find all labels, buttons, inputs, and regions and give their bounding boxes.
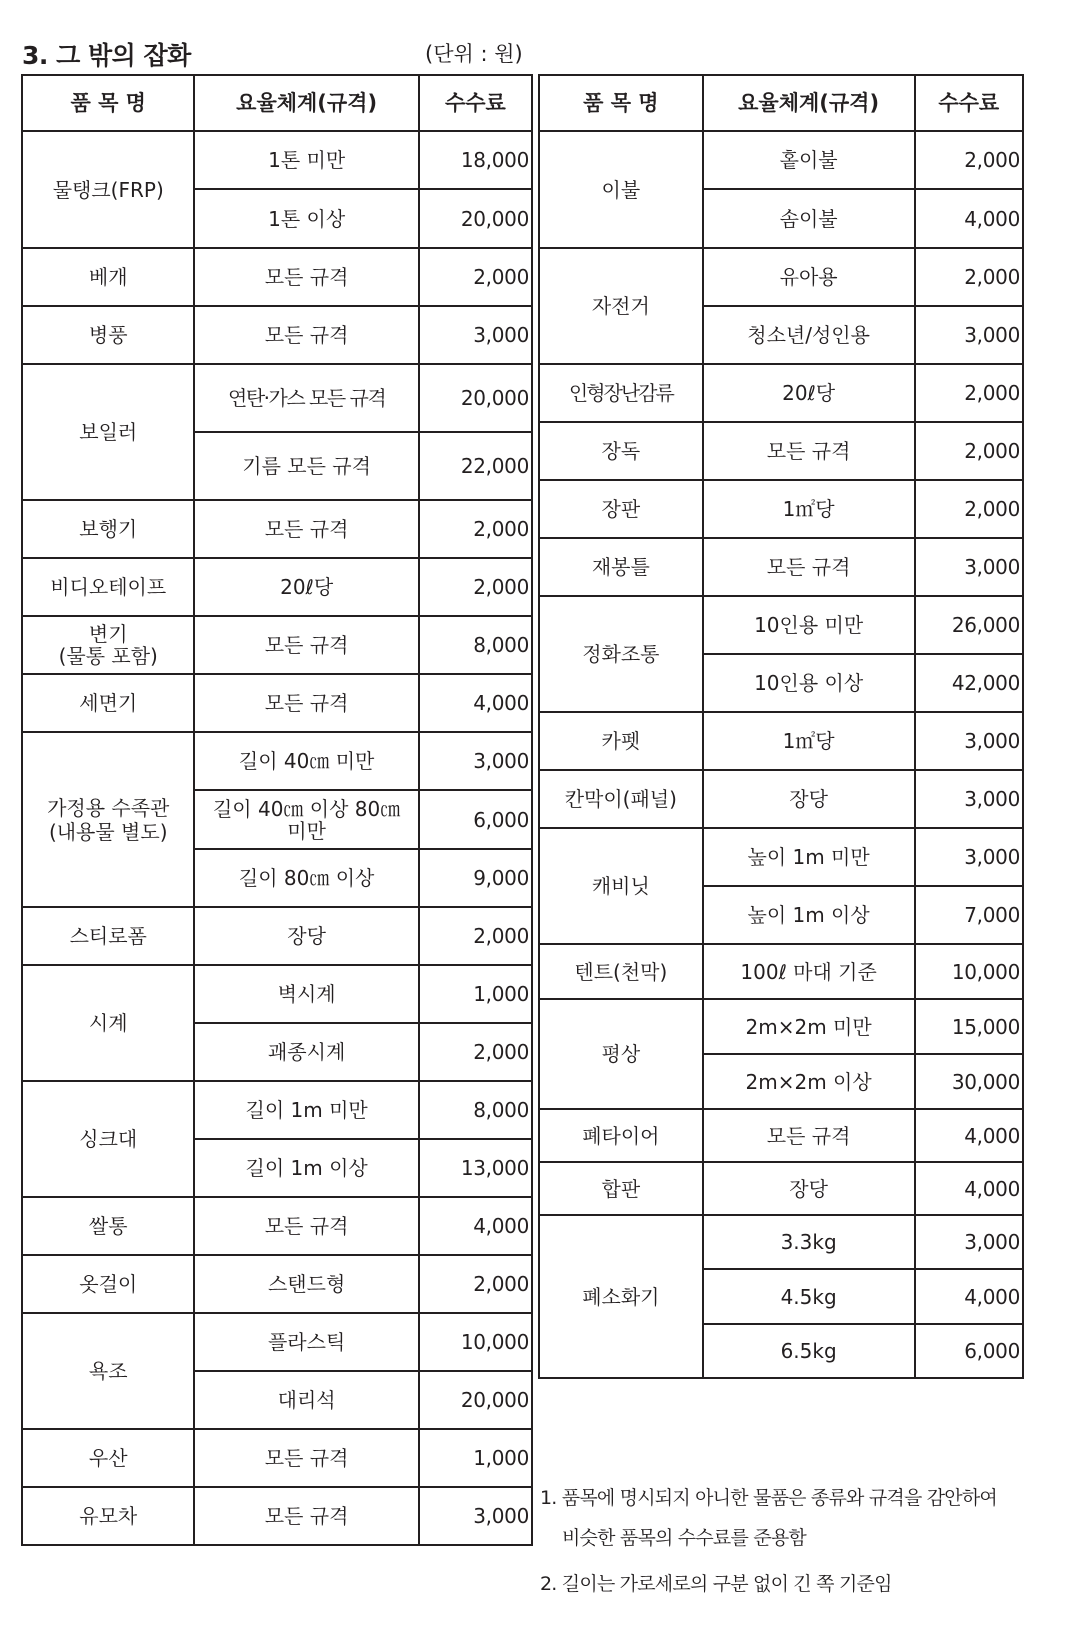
fee-table-right <box>538 74 1024 1379</box>
fee-cell: 6,000 <box>419 790 532 849</box>
header-fee: 수수료 <box>419 75 532 131</box>
fee-cell: 3,000 <box>915 770 1023 828</box>
item-name: 유모차 <box>22 1487 194 1545</box>
spec-cell: 모든 규격 <box>194 674 418 732</box>
fee-cell: 1,000 <box>419 1429 532 1487</box>
spec-cell: 20ℓ당 <box>703 364 915 422</box>
item-name: 폐타이어 <box>539 1109 703 1162</box>
spec-cell <box>194 790 418 849</box>
spec-cell: 1㎡당 <box>703 712 915 770</box>
fee-cell: 3,000 <box>915 538 1023 596</box>
item-name: 재봉틀 <box>539 538 703 596</box>
table-row <box>22 558 532 616</box>
fee-cell: 4,000 <box>915 1269 1023 1324</box>
spec-cell: 스탠드형 <box>194 1255 418 1313</box>
table-row <box>22 1429 532 1487</box>
spec-cell: 모든 규격 <box>194 1487 418 1545</box>
item-name: 우산 <box>22 1429 194 1487</box>
footnotes <box>540 1478 1030 1604</box>
fee-table-left <box>21 74 533 1546</box>
fee-cell: 9,000 <box>419 849 532 907</box>
fee-cell: 20,000 <box>419 364 532 432</box>
table-row <box>539 712 1023 770</box>
spec-cell: 대리석 <box>194 1371 418 1429</box>
header-spec: 요율체계(규격) <box>194 75 418 131</box>
fee-cell: 20,000 <box>419 1371 532 1429</box>
table-row <box>22 1487 532 1545</box>
fee-cell: 4,000 <box>915 1162 1023 1215</box>
item-name-line: 가정용 수족관 <box>47 795 170 820</box>
item-name: 폐소화기 <box>539 1215 703 1378</box>
table-row <box>539 770 1023 828</box>
spec-cell: 높이 1m 미만 <box>703 828 915 886</box>
item-name <box>22 616 194 674</box>
table-row <box>539 1215 1023 1269</box>
item-name: 장독 <box>539 422 703 480</box>
header-fee: 수수료 <box>915 75 1023 131</box>
table-row <box>22 674 532 732</box>
spec-cell: 플라스틱 <box>194 1313 418 1371</box>
table-row <box>22 1255 532 1313</box>
table-row <box>539 1109 1023 1162</box>
item-name-line: (물통 포함) <box>58 644 158 668</box>
spec-cell: 10인용 이상 <box>703 654 915 712</box>
table-row <box>539 999 1023 1054</box>
spec-cell: 솜이불 <box>703 189 915 248</box>
fee-cell: 2,000 <box>915 364 1023 422</box>
fee-cell: 4,000 <box>915 1109 1023 1162</box>
fee-cell: 8,000 <box>419 1081 532 1139</box>
fee-cell: 15,000 <box>915 999 1023 1054</box>
fee-cell: 8,000 <box>419 616 532 674</box>
spec-cell: 장당 <box>703 1162 915 1215</box>
spec-cell: 1톤 이상 <box>194 189 418 248</box>
spec-cell: 높이 1m 이상 <box>703 886 915 944</box>
spec-cell: 모든 규격 <box>194 616 418 674</box>
spec-cell: 10인용 미만 <box>703 596 915 654</box>
spec-cell: 3.3kg <box>703 1215 915 1269</box>
item-name: 보일러 <box>22 364 194 500</box>
item-name: 베개 <box>22 248 194 306</box>
fee-cell: 4,000 <box>915 189 1023 248</box>
spec-cell: 기름 모든 규격 <box>194 432 418 500</box>
table-row <box>22 248 532 306</box>
spec-cell: 유아용 <box>703 248 915 306</box>
fee-cell: 22,000 <box>419 432 532 500</box>
spec-cell: 1㎡당 <box>703 480 915 538</box>
fee-cell: 2,000 <box>419 1023 532 1081</box>
item-name: 비디오테이프 <box>22 558 194 616</box>
spec-cell: 2m×2m 이상 <box>703 1054 915 1109</box>
fee-cell: 2,000 <box>419 1255 532 1313</box>
fee-cell: 2,000 <box>419 907 532 965</box>
footnote-2: 2. 길이는 가로세로의 구분 없이 긴 쪽 기준임 <box>540 1573 892 1595</box>
fee-cell: 20,000 <box>419 189 532 248</box>
item-name: 합판 <box>539 1162 703 1215</box>
spec-cell: 모든 규격 <box>194 500 418 558</box>
fee-cell: 13,000 <box>419 1139 532 1197</box>
fee-cell: 4,000 <box>419 1197 532 1255</box>
table-row <box>539 131 1023 189</box>
spec-cell: 길이 1m 이상 <box>194 1139 418 1197</box>
fee-cell: 3,000 <box>915 712 1023 770</box>
spec-cell: 홑이불 <box>703 131 915 189</box>
fee-cell: 2,000 <box>419 248 532 306</box>
item-name: 싱크대 <box>22 1081 194 1197</box>
header-spec: 요율체계(규격) <box>703 75 915 131</box>
fee-cell: 42,000 <box>915 654 1023 712</box>
spec-cell: 모든 규격 <box>703 538 915 596</box>
fee-cell: 7,000 <box>915 886 1023 944</box>
fee-cell: 2,000 <box>915 248 1023 306</box>
spec-cell: 1톤 미만 <box>194 131 418 189</box>
table-header-row <box>22 75 532 131</box>
spec-cell: 길이 1m 미만 <box>194 1081 418 1139</box>
fee-cell: 3,000 <box>419 732 532 790</box>
spec-cell: 2m×2m 미만 <box>703 999 915 1054</box>
item-name: 자전거 <box>539 248 703 364</box>
table-row <box>539 596 1023 654</box>
unit-label: (단위 : 원) <box>425 42 523 66</box>
fee-cell: 2,000 <box>419 500 532 558</box>
spec-cell: 연탄·가스 모든 규격 <box>194 364 418 432</box>
item-name: 욕조 <box>22 1313 194 1429</box>
spec-cell: 모든 규격 <box>703 422 915 480</box>
item-name: 스티로폼 <box>22 907 194 965</box>
spec-cell: 20ℓ당 <box>194 558 418 616</box>
table-row <box>22 965 532 1023</box>
table-row <box>539 944 1023 999</box>
table-row <box>22 364 532 432</box>
spec-line: 길이 40㎝ 이상 80㎝ <box>212 796 401 821</box>
header-item: 품 목 명 <box>539 75 703 131</box>
spec-cell: 길이 80㎝ 이상 <box>194 849 418 907</box>
item-name <box>22 732 194 907</box>
table-row <box>539 1162 1023 1215</box>
item-name: 쌀통 <box>22 1197 194 1255</box>
item-name: 보행기 <box>22 500 194 558</box>
item-name: 물탱크(FRP) <box>22 131 194 248</box>
table-row <box>539 248 1023 306</box>
item-name-line: 변기 <box>88 622 128 646</box>
item-name: 옷걸이 <box>22 1255 194 1313</box>
item-name: 텐트(천막) <box>539 944 703 999</box>
fee-cell: 4,000 <box>419 674 532 732</box>
footnote-1-line-1: 1. 품목에 명시되지 아니한 물품은 종류와 규격을 감안하여 <box>540 1487 997 1509</box>
spec-cell: 모든 규격 <box>703 1109 915 1162</box>
item-name: 병풍 <box>22 306 194 364</box>
spec-cell: 4.5kg <box>703 1269 915 1324</box>
footnote-1-line-2: 비슷한 품목의 수수료를 준용함 <box>562 1527 806 1549</box>
table-row <box>539 538 1023 596</box>
table-row <box>22 1081 532 1139</box>
item-name: 캐비닛 <box>539 828 703 944</box>
table-row <box>22 907 532 965</box>
table-row <box>22 732 532 790</box>
spec-cell: 모든 규격 <box>194 1197 418 1255</box>
table-row <box>22 500 532 558</box>
fee-cell: 2,000 <box>915 422 1023 480</box>
fee-cell: 26,000 <box>915 596 1023 654</box>
table-row <box>22 616 532 674</box>
item-name: 시계 <box>22 965 194 1081</box>
spec-cell: 청소년/성인용 <box>703 306 915 364</box>
header-item: 품 목 명 <box>22 75 194 131</box>
spec-line: 미만 <box>287 818 326 843</box>
spec-cell: 장당 <box>194 907 418 965</box>
fee-cell: 3,000 <box>419 306 532 364</box>
fee-cell: 3,000 <box>915 1215 1023 1269</box>
spec-cell: 벽시계 <box>194 965 418 1023</box>
spec-cell: 모든 규격 <box>194 248 418 306</box>
table-row <box>539 364 1023 422</box>
fee-cell: 2,000 <box>419 558 532 616</box>
table-header-row <box>539 75 1023 131</box>
table-row <box>539 480 1023 538</box>
table-row <box>22 306 532 364</box>
table-row <box>22 1197 532 1255</box>
fee-cell: 3,000 <box>419 1487 532 1545</box>
spec-cell: 장당 <box>703 770 915 828</box>
fee-cell: 3,000 <box>915 306 1023 364</box>
item-name: 세면기 <box>22 674 194 732</box>
table-row <box>22 131 532 189</box>
item-name-line: (내용물 별도) <box>48 819 168 844</box>
fee-cell: 3,000 <box>915 828 1023 886</box>
item-name: 정화조통 <box>539 596 703 712</box>
fee-cell: 10,000 <box>915 944 1023 999</box>
section-title: 3. 그 밖의 잡화 <box>22 41 191 70</box>
fee-cell: 30,000 <box>915 1054 1023 1109</box>
fee-cell: 18,000 <box>419 131 532 189</box>
fee-cell: 2,000 <box>915 480 1023 538</box>
item-name: 이불 <box>539 131 703 248</box>
fee-cell: 10,000 <box>419 1313 532 1371</box>
fee-cell: 2,000 <box>915 131 1023 189</box>
fee-cell: 6,000 <box>915 1324 1023 1378</box>
fee-cell: 1,000 <box>419 965 532 1023</box>
spec-cell: 모든 규격 <box>194 1429 418 1487</box>
item-name: 카펫 <box>539 712 703 770</box>
item-name: 장판 <box>539 480 703 538</box>
spec-cell: 괘종시계 <box>194 1023 418 1081</box>
item-name: 칸막이(패널) <box>539 770 703 828</box>
table-row <box>539 422 1023 480</box>
spec-cell: 6.5kg <box>703 1324 915 1378</box>
table-row <box>22 1313 532 1371</box>
spec-cell: 모든 규격 <box>194 306 418 364</box>
item-name: 평상 <box>539 999 703 1109</box>
item-name: 인형장난감류 <box>539 364 703 422</box>
spec-cell: 길이 40㎝ 미만 <box>194 732 418 790</box>
table-row <box>539 828 1023 886</box>
spec-cell: 100ℓ 마대 기준 <box>703 944 915 999</box>
